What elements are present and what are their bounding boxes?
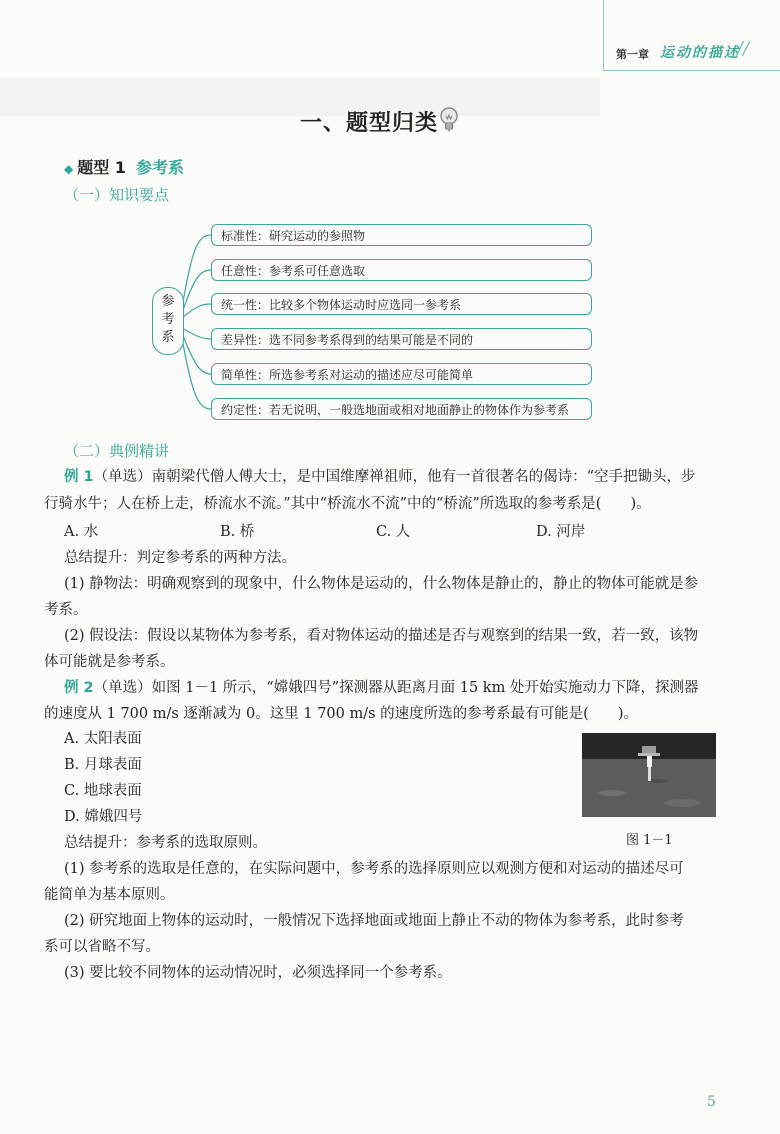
- chapter-title: 运动的描述: [660, 45, 740, 61]
- summary2-p1a: (1) 参考系的选取是任意的，在实际问题中，参考系的选择原则应以观测方便和对运动的描述尽可: [64, 861, 684, 877]
- mindmap-item: 统一性：比较多个物体运动时应选同一参考系: [211, 293, 592, 315]
- example1-line2: 行骑水牛；人在桥上走，桥流水不流。”其中“桥流水不流”中的“桥流”所选取的参考系是( )。: [44, 496, 651, 512]
- mindmap-item: 差异性：选不同参考系得到的结果可能是不同的: [211, 328, 592, 350]
- figure-caption: 图 1－1: [626, 833, 673, 848]
- section-title: 一、题型归类: [300, 110, 439, 136]
- diamond-icon: ◆: [64, 162, 74, 176]
- mindmap-center-label: 参考系: [161, 294, 175, 345]
- mindmap-item: 约定性：若无说明，一般选地面或相对地面静止的物体作为参考系: [211, 398, 592, 420]
- example2-text1: （单选）如图 1－1 所示，“嫦娥四号”探测器从距离月面 15 km 处开始实施动力下降，探测器: [93, 680, 699, 696]
- summary1-p2a: (2) 假设法：假设以某物体为参考系，看对物体运动的描述是否与观察到的结果一致，若一致，该物: [64, 628, 699, 644]
- subheading-examples: （二）典例精讲: [64, 442, 170, 460]
- lightbulb-icon: [438, 106, 460, 134]
- mindmap-item: 简单性：所选参考系对运动的描述应尽可能简单: [211, 363, 592, 385]
- example2-option-d: D. 嫦娥四号: [64, 809, 143, 825]
- subheading-knowledge: （一）知识要点: [64, 186, 170, 204]
- page-number: 5: [707, 1094, 716, 1110]
- example2-line2: 的速度从 1 700 m/s 逐渐减为 0。这里 1 700 m/s 的速度所选的参考系最有可能是( )。: [44, 706, 638, 722]
- example1-line1: [64, 465, 696, 486]
- topic-heading: [64, 155, 184, 178]
- example2-line1: [64, 676, 698, 697]
- mindmap-item: 标准性：研究运动的参照物: [211, 224, 592, 246]
- summary2-p3: (3) 要比较不同物体的运动情况时，必须选择同一个参考系。: [64, 965, 452, 981]
- lander-photo: [582, 733, 716, 817]
- chapter-mark: //: [737, 38, 750, 59]
- example1-option-a: A. 水: [64, 524, 99, 540]
- example1-option-c: C. 人: [376, 524, 411, 540]
- summary2-p2a: (2) 研究地面上物体的运动时，一般情况下选择地面或地面上静止不动的物体为参考系，此时参考: [64, 913, 684, 929]
- example1-label: 例 1: [64, 469, 94, 485]
- summary2-p1b: 能简单为基本原则。: [44, 887, 175, 903]
- summary2-p2b: 系可以省略不写。: [44, 939, 160, 955]
- summary1-title: 总结提升：判定参考系的两种方法。: [64, 550, 296, 566]
- summary2-title: 总结提升：参考系的选取原则。: [64, 835, 267, 851]
- chapter-number: 第一章: [616, 48, 649, 61]
- example1-option-d: D. 河岸: [536, 524, 586, 540]
- mindmap-connectors: [150, 218, 600, 428]
- example1-option-b: B. 桥: [220, 524, 255, 540]
- header-divider-horizontal: [603, 70, 780, 71]
- header-divider-vertical: [603, 0, 604, 70]
- example2-option-b: B. 月球表面: [64, 757, 142, 773]
- mindmap-item: 任意性：参考系可任意选取: [211, 259, 592, 281]
- example2-option-a: A. 太阳表面: [64, 731, 142, 747]
- summary1-p2b: 体可能就是参考系。: [44, 654, 175, 670]
- example1-text1: （单选）南朝梁代僧人傅大士，是中国维摩禅祖师，他有一首很著名的偈诗：“空手把锄头，步: [93, 469, 696, 485]
- example2-label: 例 2: [64, 680, 94, 696]
- summary1-p1b: 考系。: [44, 602, 88, 618]
- topic-name: 参考系: [135, 158, 184, 177]
- topic-number: 题型 1: [77, 158, 126, 177]
- example2-option-c: C. 地球表面: [64, 783, 142, 799]
- summary1-p1a: (1) 静物法：明确观察到的现象中，什么物体是运动的，什么物体是静止的，静止的物体可能就是参: [64, 576, 699, 592]
